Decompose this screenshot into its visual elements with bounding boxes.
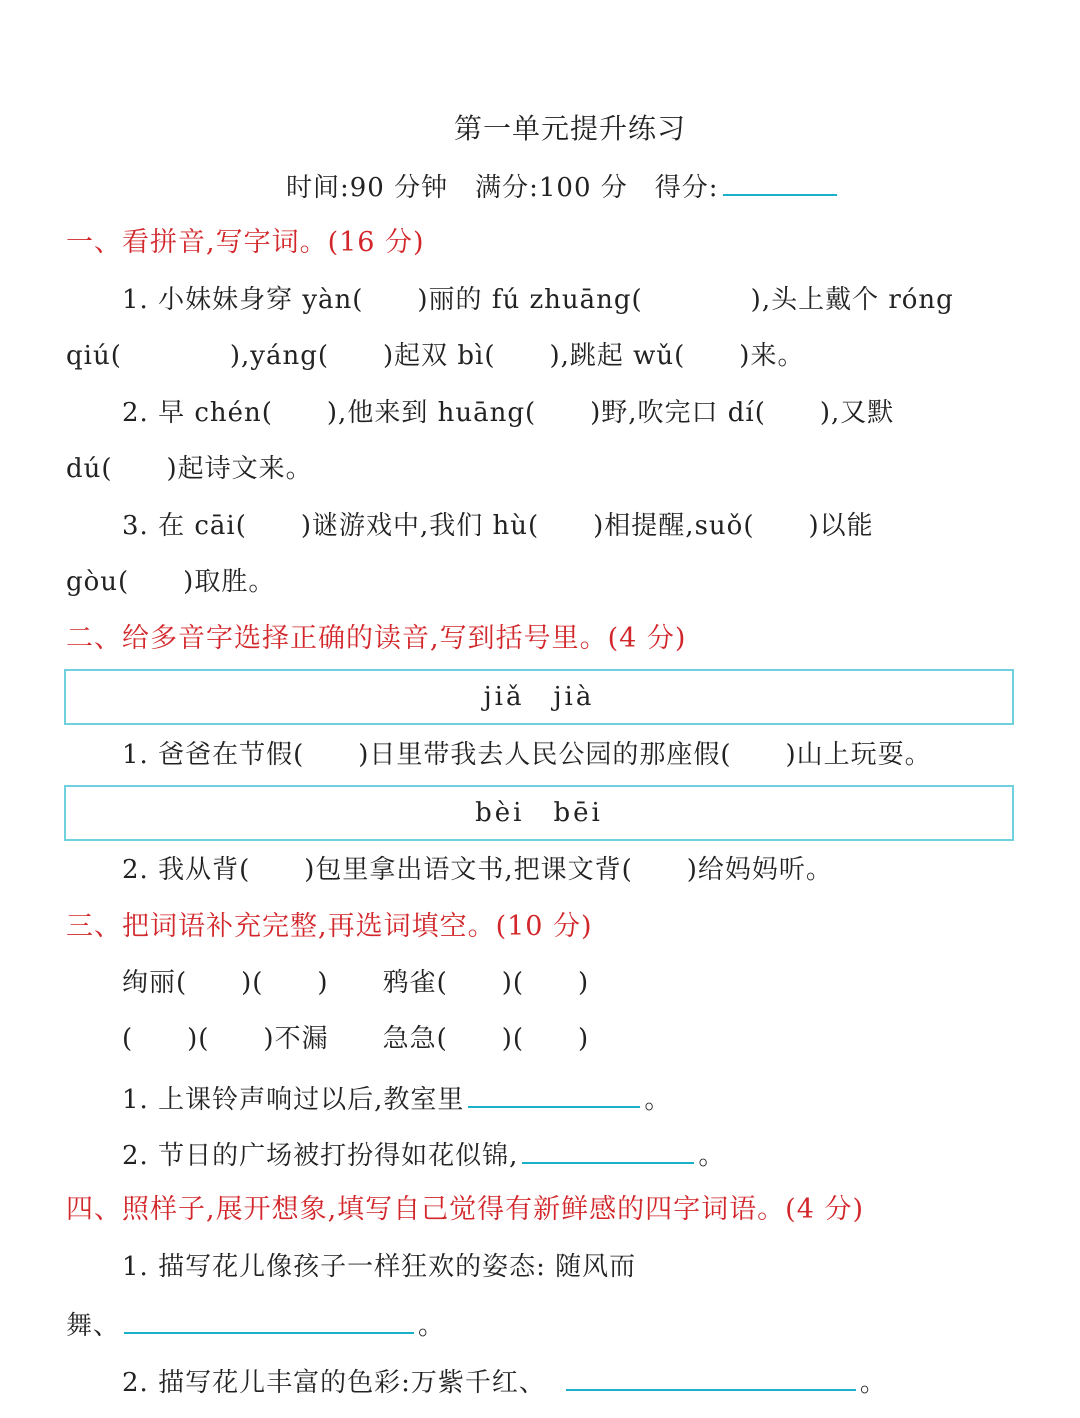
page-title: 第一单元提升练习 [453, 112, 686, 145]
s4-q1-line1: 1. 描写花儿像孩子一样狂欢的姿态: 随风而 [122, 1252, 637, 1282]
s4-q2-text: 2. 描写花儿丰富的色彩:万紫千红、 [122, 1368, 546, 1398]
s4-q2-blank[interactable] [566, 1363, 856, 1391]
section1-heading: 一、看拼音,写字词。(16 分) [66, 227, 425, 258]
s1-q1-line1: 1. 小妹妹身穿 yàn( )丽的 fú zhuāng( ),头上戴个 róng [122, 285, 954, 315]
s1-q3-line1: 3. 在 cāi( )谜游戏中,我们 hù( )相提醒,suǒ( )以能 [122, 511, 874, 541]
s4-q1-prefix: 舞、 [66, 1311, 121, 1341]
s2-q1: 1. 爸爸在节假( )日里带我去人民公园的那座假( )山上玩耍。 [122, 740, 932, 770]
s1-q2-line1: 2. 早 chén( ),他来到 huāng( )野,吹完口 dí( ),又默 [122, 398, 895, 428]
s3-q1-text: 1. 上课铃声响过以后,教室里 [122, 1085, 465, 1115]
s3-q1 [122, 1080, 671, 1117]
exam-info-text: 时间:90 分钟 满分:100 分 得分: [286, 173, 719, 203]
s4-q1-end: 。 [418, 1311, 446, 1341]
s1-q2-line2: dú( )起诗文来。 [66, 454, 313, 484]
pinyin-box-jia: jiǎ jià [64, 669, 1014, 725]
s3-q2 [122, 1136, 725, 1173]
exam-info [286, 168, 841, 205]
s4-q1-line2 [66, 1306, 445, 1343]
s1-q3-line2: gòu( )取胜。 [66, 567, 276, 597]
s4-q2-end: 。 [859, 1368, 887, 1398]
section2-heading: 二、给多音字选择正确的读音,写到括号里。(4 分) [66, 623, 687, 654]
s3-q1-blank[interactable] [468, 1080, 640, 1108]
s4-q1-blank[interactable] [124, 1306, 414, 1334]
pinyin-box-bei: bèi bēi [64, 785, 1014, 841]
s3-q1-end: 。 [644, 1085, 672, 1115]
section4-heading: 四、照样子,展开想象,填写自己觉得有新鲜感的四字词语。(4 分) [66, 1194, 864, 1225]
score-blank[interactable] [723, 168, 837, 196]
s3-q2-blank[interactable] [522, 1136, 694, 1164]
s4-q2 [122, 1363, 887, 1400]
s1-q1-line2: qiú( ),yáng( )起双 bì( ),跳起 wǔ( )来。 [66, 341, 805, 371]
s3-words-line2: ( )( )不漏 急急( )( ) [122, 1024, 590, 1054]
s3-words-line1: 绚丽( )( ) 鸦雀( )( ) [122, 968, 590, 998]
s3-q2-text: 2. 节日的广场被打扮得如花似锦, [122, 1141, 519, 1171]
s3-q2-end: 。 [698, 1141, 726, 1171]
section3-heading: 三、把词语补充完整,再选词填空。(10 分) [66, 911, 593, 942]
s2-q2: 2. 我从背( )包里拿出语文书,把课文背( )给妈妈听。 [122, 855, 833, 885]
